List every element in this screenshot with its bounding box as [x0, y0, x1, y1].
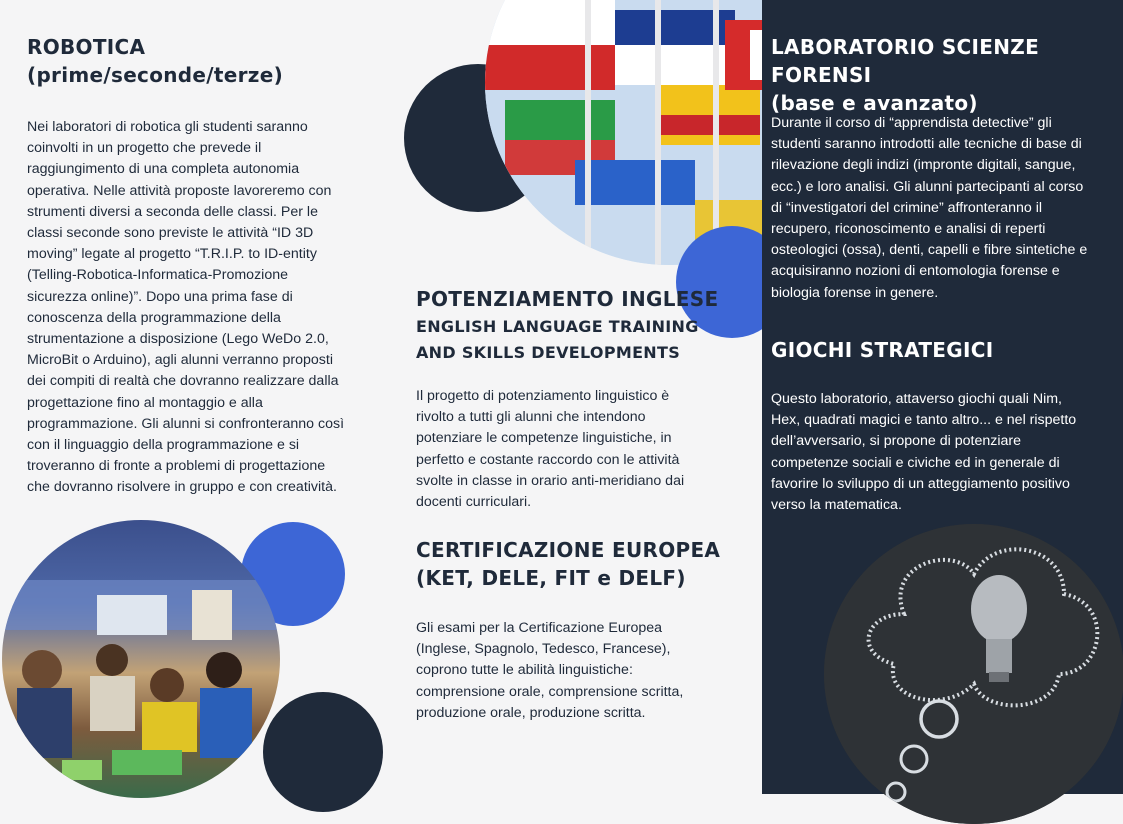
certificazione-title: [416, 536, 720, 592]
inglese-subtitle: [416, 314, 699, 366]
giochi-body: Questo laboratorio, attaverso giochi quali Nim, Hex, quadrati magici e tanto altro... e nel rispetto dell’avversario, si propone di potenziare competenze sociali e civiche ed in generale di favorire lo sviluppo di un atteggiamento positivo verso la matematica.: [771, 391, 1077, 514]
lightbulb-graphic: [824, 524, 1123, 824]
column-lingue: [400, 0, 762, 794]
giochi-title-text: GIOCHI STRATEGICI: [771, 338, 994, 362]
certificazione-body: Gli esami per la Certificazione Europea (Inglese, Spagnolo, Tedesco, Francese), coprono tutte le abilità linguistiche: comprensione orale, comprensione scritta, produzione orale, produzione scritta.: [416, 620, 684, 721]
inglese-title-text: POTENZIAMENTO INGLESE: [416, 287, 719, 311]
certificazione-title-text: CERTIFICAZIONE EUROPEA: [416, 538, 721, 562]
robotica-subtitle: (prime/seconde/terze): [27, 63, 284, 87]
column-scienze: [762, 0, 1123, 794]
inglese-subtitle-2: AND SKILLS DEVELOPMENTS: [416, 343, 681, 362]
forensi-subtitle: (base e avanzato): [771, 91, 978, 115]
giochi-title: [771, 336, 993, 364]
inglese-body: Il progetto di potenziamento linguistico è rivolto a tutti gli alunni che intendono potenziare le competenze linguistiche, in perfetto e costante raccordo con le attività svolte in classe in orario anti-meridiano dai docenti curriculari.: [416, 388, 685, 511]
lightbulb-photo: [824, 524, 1123, 824]
decor-navy-circle: [263, 692, 383, 812]
column-robotica: [0, 0, 400, 794]
forensi-title-text: LABORATORIO SCIENZE FORENSI: [771, 35, 1040, 87]
robotica-title-text: ROBOTICA: [27, 35, 146, 59]
forensi-body: Durante il corso di “apprendista detective” gli studenti saranno introdotti alle tecniche di base di rilevazione degli indizi (impronte digitali, sangue, ecc.) e loro analisi. Gli alunni partecipanti al corso di “investigatori del crimine” affronteranno il recupero, riconoscimento e analisi di reperti osteologici (ossa), denti, capelli e fibre sintetiche e acquisiranno nozioni di entomologia forense e biologia forense in genere.: [771, 115, 1088, 301]
inglese-subtitle-1: ENGLISH LANGUAGE TRAINING: [416, 317, 699, 336]
inglese-title: [416, 285, 718, 313]
robotics-students-photo: [2, 520, 280, 798]
robotica-title: [27, 33, 283, 89]
robotica-body: Nei laboratori di robotica gli studenti saranno coinvolti in un progetto che prevede il raggiungimento di una completa autonomia operativa. Nelle attività proposte lavoreremo con strumenti diversi a seconda delle classi. Per le classi seconde sono previste le attività “ID 3D moving” legate al progetto “T.R.I.P. to ID-entity (Telling-Robotica-Informatica-Promozione sicurezza online)”. Dopo una prima fase di conoscenza della programmazione della strumentazione a disposizione (Lego WeDo 2.0, MicroBit o Arduino), agli alunni verranno proposti dei compiti di realtà che dovranno realizzare dalla progettazione fino al montaggio e alla programmazione. Gli alunni si confronteranno così con il linguaggio della programmazione e si troveranno di fronte a problemi di progettazione che dovranno risolvere in gruppo e con creatività.: [27, 119, 345, 496]
forensi-title: [771, 33, 1123, 117]
certificazione-subtitle: (KET, DELE, FIT e DELF): [416, 566, 686, 590]
robotics-scene-graphic: [2, 520, 280, 798]
